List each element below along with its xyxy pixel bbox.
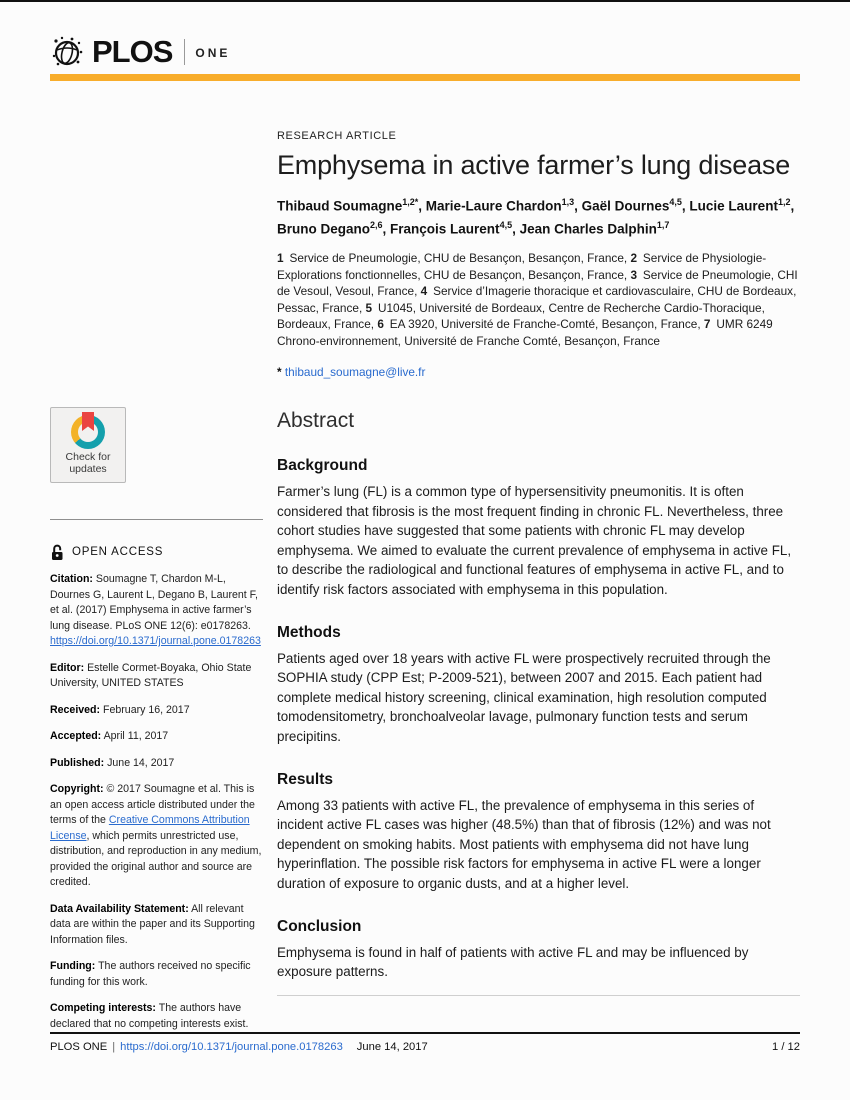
crossmark-bookmark-icon <box>82 412 94 431</box>
correspondence-line <box>277 365 800 379</box>
footer-page-number: 1 / 12 <box>772 1041 800 1053</box>
abstract-section-heading-results: Results <box>277 770 333 788</box>
abstract-section-heading-background: Background <box>277 457 368 474</box>
funding-block: Funding: The authors received no specific funding for this work. <box>50 960 251 988</box>
logo-one-text: ONE <box>195 46 231 60</box>
open-lock-icon <box>50 544 65 561</box>
accepted-block: Accepted: April 11, 2017 <box>50 730 169 742</box>
abstract-section-text-conclusion: Emphysema is found in half of patients with active FL and may be influenced by exposure patterns. <box>277 944 749 980</box>
author-list: Thibaud Soumagne$^{1,2*}$, Marie-Laure Chardon$^{1,3}$, Gaël Dournes$^{4,5}$, Lucie Laurent$^{1,2}$, Bruno Degano$^{2,6}$, François Laurent$^{4,5}$, Jean Charles Dalphin$^{1,7}$ <box>277 197 795 236</box>
footer-separator: | <box>112 1041 116 1053</box>
published-block: Published: June 14, 2017 <box>50 756 175 769</box>
article-main <box>277 130 800 996</box>
affiliation-list: 1 Service de Pneumologie, CHU de Besançon, Besançon, France, 2 Service de Physiologie-Explorations fonctionnelles, CHU de Besançon, Besançon, France, 3 Service de Pneumologie, CHI de Vesoul, Vesoul, France, 4 Service d’Imagerie thoracique et cardiovasculaire, CHU de Bordeaux, Pessac, France, 5 U1045, Université de Bordeaux, Centre de Recherche Cardio-Thoracique, Bordeaux, France, 6 EA 3920, Université de Franche-Comté, Besançon, France, 7 UMR 6249 Chrono-environnement, Université de Franche Comté, Besançon, France <box>277 251 798 348</box>
plos-globe-icon <box>50 34 86 70</box>
logo-divider <box>184 39 185 65</box>
corresponding-author-mark: * <box>277 365 282 379</box>
competing-interests-block: Competing interests: The authors have declared that no competing interests exist. <box>50 1002 249 1030</box>
footer-doi-link[interactable]: https://doi.org/10.1371/journal.pone.0178263 <box>120 1041 343 1053</box>
sidebar-divider <box>50 519 263 520</box>
abstract-end-rule <box>277 995 800 996</box>
citation-doi-link[interactable]: https://doi.org/10.1371/journal.pone.0178263 <box>50 635 261 647</box>
cc-license-link[interactable]: Creative Commons Attribution License <box>50 814 250 842</box>
check-for-updates-badge[interactable] <box>50 407 126 483</box>
corresponding-email-link[interactable]: thibaud_soumagne@live.fr <box>284 365 426 379</box>
footer-rule <box>50 1032 800 1034</box>
abstract-section-text-results: Among 33 patients with active FL, the prevalence of emphysema in this series of incident active FL cases was higher (48.5%) than that of fibrosis (12%) and was not dependent on smoking habits. Most patients with emphysema did not have lung hyperinflation. The possible risk factors for emphysema in active FL were a longer duration of exposure to organic dusts, and at a higher level. <box>277 797 771 891</box>
footer-date: June 14, 2017 <box>356 1041 428 1053</box>
data-availability-block: Data Availability Statement: All relevant data are within the paper and its Supporting Information files. <box>50 902 255 946</box>
editor-block: Editor: Estelle Cormet-Boyaka, Ohio State University, UNITED STATES <box>50 661 252 689</box>
received-block: Received: February 16, 2017 <box>50 703 190 716</box>
abstract-section-text-background: Farmer’s lung (FL) is a common type of hypersensitivity pneumonitis. It is often considered that fibrosis is the most frequent finding in chronic FL. Nevertheless, three cohort studies have suggested that some patients with chronic FL may develop emphysema. We aimed to evaluate the current prevalence of emphysema in active FL, to describe the radiological and functional features of emphysema in active FL, and to identify risk factors associated with emphysema in this population. <box>277 484 792 597</box>
open-access-label: OPEN ACCESS <box>72 545 164 558</box>
page-footer <box>50 1041 800 1053</box>
copyright-block: Copyright: © 2017 Soumagne et al. This is an open access article distributed under the terms of the Creative Commons Attribution License, which permits unrestricted use, distribution, and reproduction in any medium, provided the original author and source are credited. <box>50 783 262 888</box>
check-for-updates-label: Check for updates <box>65 451 111 475</box>
abstract-section-heading-conclusion: Conclusion <box>277 917 362 935</box>
abstract-section-text-methods: Patients aged over 18 years with active FL were prospectively recruited through the SOPHIA study (CPP Est; P-2009-521), between 2007 and 2015. Each patient had complete medical history screening, clinical examination, high resolution computed tomodensitometry, bronchoalveolar lavage, pulmonary function tests and serum precipitins. <box>277 650 771 744</box>
logo-plos-text: PLOS <box>92 34 173 69</box>
article-title: Emphysema in active farmer’s lung disease <box>277 150 791 180</box>
citation-block: Citation: Soumagne T, Chardon M-L, Dournes G, Laurent L, Degano B, Laurent F, et al. (2017) Emphysema in active farmer’s lung disease. PLoS ONE 12(6): e0178263. https://doi.org/10.1371/journal.pone.0178263 <box>50 573 261 647</box>
open-access-row <box>50 544 263 561</box>
crossmark-ring-icon <box>71 415 105 449</box>
abstract-section-heading-methods: Methods <box>277 623 341 641</box>
plos-one-logo[interactable] <box>50 32 800 72</box>
journal-masthead <box>50 32 800 72</box>
article-type-kicker: RESEARCH ARTICLE <box>277 130 397 142</box>
abstract-heading: Abstract <box>277 409 355 432</box>
accent-bar <box>50 74 800 81</box>
footer-journal-name: PLOS ONE <box>50 1041 108 1053</box>
article-sidebar <box>50 407 263 1032</box>
